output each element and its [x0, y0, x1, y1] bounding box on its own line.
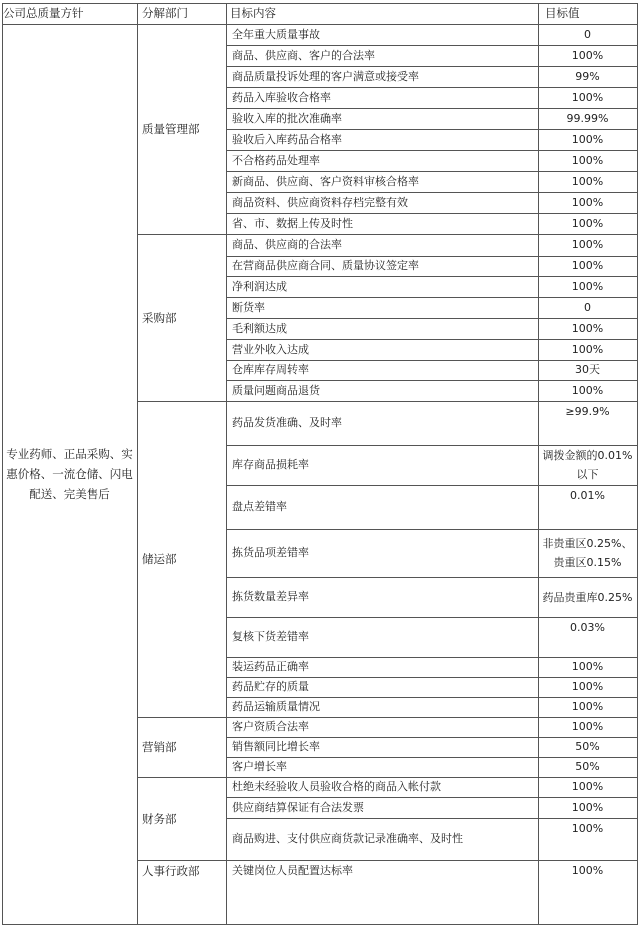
goal-cell: 仓库库存周转率 — [232, 363, 309, 376]
target-cell: 0.03% — [570, 621, 605, 634]
target-cell: 药品贵重库0.25% — [542, 590, 633, 604]
header-department: 分解部门 — [142, 6, 188, 20]
row-divider — [226, 318, 637, 319]
header-target: 目标值 — [545, 6, 580, 20]
target-cell: 100% — [571, 342, 604, 356]
row-divider — [226, 677, 637, 678]
goal-cell: 验收后入库药品合格率 — [232, 132, 342, 146]
column-divider — [226, 3, 227, 925]
row-divider — [226, 129, 637, 130]
target-cell: 0.01% — [570, 489, 605, 502]
row-divider — [226, 192, 637, 193]
goal-cell: 商品、供应商、客户的合法率 — [232, 48, 375, 62]
goal-cell: 药品入库验收合格率 — [232, 90, 331, 104]
target-cell: 100% — [571, 153, 604, 167]
department-divider — [137, 401, 637, 402]
header-policy: 公司总质量方针 — [3, 6, 84, 20]
goal-cell: 新商品、供应商、客户资料审核合格率 — [232, 174, 419, 188]
target-cell: 100% — [571, 174, 604, 188]
goal-cell: 关键岗位人员配置达标率 — [232, 863, 353, 877]
goal-cell: 拣货品项差错率 — [232, 546, 309, 559]
target-cell: 100% — [571, 90, 604, 104]
row-divider — [226, 339, 637, 340]
target-cell: 100% — [571, 195, 604, 209]
target-cell: 100% — [571, 383, 604, 397]
department-divider — [137, 860, 637, 861]
target-cell: 30天 — [575, 363, 600, 376]
target-cell: 100% — [571, 700, 604, 713]
goal-cell: 装运药品正确率 — [232, 660, 309, 673]
goal-cell: 不合格药品处理率 — [232, 153, 320, 167]
target-cell: 100% — [571, 780, 604, 793]
target-cell: 50% — [575, 760, 600, 773]
target-cell: ≥99.9% — [565, 405, 610, 418]
row-divider — [226, 150, 637, 151]
goal-cell: 商品资料、供应商资料存档完整有效 — [232, 195, 408, 209]
goal-cell: 商品购进、支付供应商货款记录准确率、及时性 — [232, 832, 463, 845]
row-divider — [226, 45, 637, 46]
goal-cell: 质量问题商品退货 — [232, 383, 320, 397]
target-cell: 100% — [571, 800, 604, 814]
row-divider — [226, 360, 637, 361]
row-divider — [226, 697, 637, 698]
row-divider — [226, 445, 637, 446]
department-name: 储运部 — [142, 552, 177, 566]
column-divider — [637, 3, 638, 925]
row-divider — [226, 256, 637, 257]
goal-cell: 营业外收入达成 — [232, 342, 309, 356]
goal-cell: 在营商品供应商合同、质量协议签定率 — [232, 259, 419, 272]
row-divider — [226, 297, 637, 298]
target-cell: 100% — [571, 822, 604, 835]
row-divider — [226, 485, 637, 486]
target-cell: 100% — [571, 132, 604, 146]
department-divider — [137, 234, 637, 235]
goal-cell: 客户增长率 — [232, 760, 287, 773]
department-name: 人事行政部 — [142, 863, 200, 878]
department-name: 营销部 — [142, 740, 177, 754]
goal-cell: 库存商品损耗率 — [232, 458, 309, 471]
column-divider — [538, 3, 539, 925]
row-divider — [226, 577, 637, 578]
department-name: 财务部 — [142, 811, 177, 826]
goal-cell: 供应商结算保证有合法发票 — [232, 800, 364, 814]
goal-cell: 复核下货差错率 — [232, 630, 309, 643]
goal-cell: 客户资质合法率 — [232, 720, 309, 733]
target-cell: 100% — [571, 259, 604, 272]
row-divider — [226, 797, 637, 798]
goal-cell: 净利润达成 — [232, 279, 287, 293]
row-divider — [226, 380, 637, 381]
row-divider — [226, 737, 637, 738]
department-divider — [137, 777, 637, 778]
row-divider — [226, 818, 637, 819]
table-border-bottom — [2, 924, 637, 925]
row-divider — [226, 657, 637, 658]
target-cell: 调拨金额的0.01%以下 — [542, 449, 633, 481]
department-name: 质量管理部 — [142, 122, 200, 136]
row-divider — [226, 213, 637, 214]
target-cell: 100% — [571, 720, 604, 733]
table-border-top — [2, 3, 637, 4]
target-cell: 100% — [571, 216, 604, 230]
row-divider — [226, 757, 637, 758]
target-cell: 100% — [571, 321, 604, 335]
quality-policy-cell: 专业药师、正品采购、实惠价格、一流仓储、闪电配送、完美售后 — [6, 447, 133, 501]
goal-cell: 盘点差错率 — [232, 500, 287, 513]
target-cell: 非贵重区0.25%、贵重区0.15% — [542, 537, 633, 569]
department-divider — [137, 717, 637, 718]
target-cell: 100% — [571, 238, 604, 251]
row-divider — [226, 276, 637, 277]
goal-cell: 验收入库的批次准确率 — [232, 111, 342, 125]
goal-cell: 省、市、数据上传及时性 — [232, 216, 353, 230]
target-cell: 0 — [584, 300, 591, 314]
target-cell: 99.99% — [566, 111, 609, 125]
target-cell: 100% — [571, 680, 604, 693]
header-divider — [2, 24, 637, 25]
row-divider — [226, 529, 637, 530]
row-divider — [226, 66, 637, 67]
goal-cell: 断货率 — [232, 300, 265, 314]
goal-cell: 药品发货准确、及时率 — [232, 416, 342, 429]
goal-cell: 杜绝未经验收人员验收合格的商品入帐付款 — [232, 780, 441, 793]
row-divider — [226, 87, 637, 88]
target-cell: 100% — [571, 863, 604, 877]
row-divider — [226, 617, 637, 618]
target-cell: 0 — [584, 27, 591, 41]
column-divider — [137, 3, 138, 925]
goal-cell: 商品质量投诉处理的客户满意或接受率 — [232, 69, 419, 83]
target-cell: 100% — [571, 660, 604, 673]
target-cell: 100% — [571, 48, 604, 62]
row-divider — [226, 171, 637, 172]
goal-cell: 拣货数量差异率 — [232, 590, 309, 603]
goal-cell: 毛利额达成 — [232, 321, 287, 335]
goal-cell: 销售额同比增长率 — [232, 740, 320, 753]
target-cell: 99% — [575, 69, 600, 83]
goal-cell: 药品运输质量情况 — [232, 700, 320, 713]
goal-cell: 商品、供应商的合法率 — [232, 238, 342, 251]
target-cell: 100% — [571, 279, 604, 293]
department-name: 采购部 — [142, 310, 177, 325]
row-divider — [226, 108, 637, 109]
column-divider — [2, 3, 3, 925]
goal-cell: 全年重大质量事故 — [232, 27, 320, 41]
header-goal: 目标内容 — [230, 6, 276, 20]
target-cell: 50% — [575, 740, 600, 753]
goal-cell: 药品贮存的质量 — [232, 680, 309, 693]
